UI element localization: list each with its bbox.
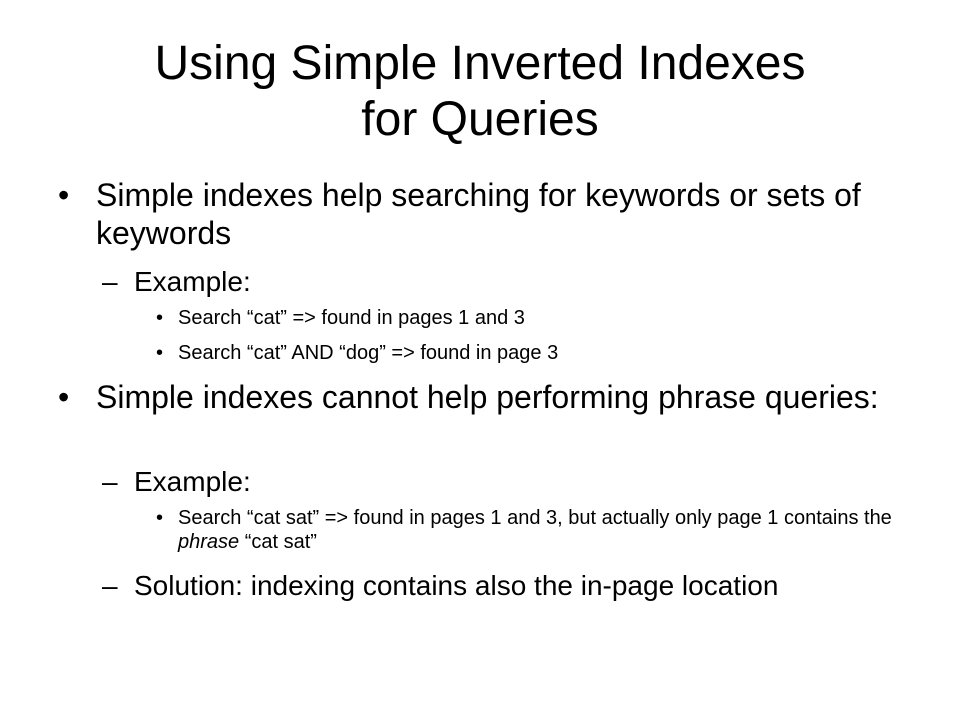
- bullet-point-2-text: Simple indexes cannot help performing phrase queries:: [96, 379, 879, 415]
- bullet-point-1: [58, 176, 896, 252]
- emphasized-phrase: phrase: [178, 531, 240, 553]
- example-item-3: [156, 506, 898, 554]
- dash-icon: –: [102, 266, 118, 297]
- example-item-3-text-end: “cat sat”: [239, 531, 317, 553]
- sub-bullet-example-2-label: Example:: [134, 466, 251, 497]
- sub-bullet-example-1: [102, 266, 894, 298]
- bullet-icon: •: [156, 342, 164, 364]
- dash-icon: –: [102, 466, 118, 497]
- title-line-1: Using Simple Inverted Indexes: [154, 37, 806, 90]
- bullet-point-2: [58, 378, 896, 416]
- example-item-3-text: [178, 507, 892, 553]
- dash-icon: –: [102, 570, 118, 601]
- bullet-icon: •: [58, 379, 70, 415]
- bullet-icon: •: [156, 507, 164, 529]
- example-item-1: [156, 306, 898, 330]
- sub-bullet-solution-text: Solution: indexing contains also the in-page location: [134, 570, 779, 601]
- bullet-icon: •: [58, 177, 70, 213]
- example-item-1-text: Search “cat” => found in pages 1 and 3: [178, 307, 525, 329]
- sub-bullet-example-2: [102, 466, 894, 498]
- example-item-2: [156, 341, 898, 365]
- bullet-point-1-text: Simple indexes help searching for keywords or sets of keywords: [96, 177, 861, 251]
- example-item-3-text-start: Search “cat sat” => found in pages 1 and 3, but actually only page 1 contains the: [178, 507, 892, 529]
- slide-title: [60, 36, 900, 148]
- title-line-2: for Queries: [361, 93, 599, 146]
- bullet-icon: •: [156, 307, 164, 329]
- example-item-2-text: Search “cat” AND “dog” => found in page 3: [178, 342, 559, 364]
- sub-bullet-example-1-label: Example:: [134, 266, 251, 297]
- sub-bullet-solution: [102, 570, 894, 602]
